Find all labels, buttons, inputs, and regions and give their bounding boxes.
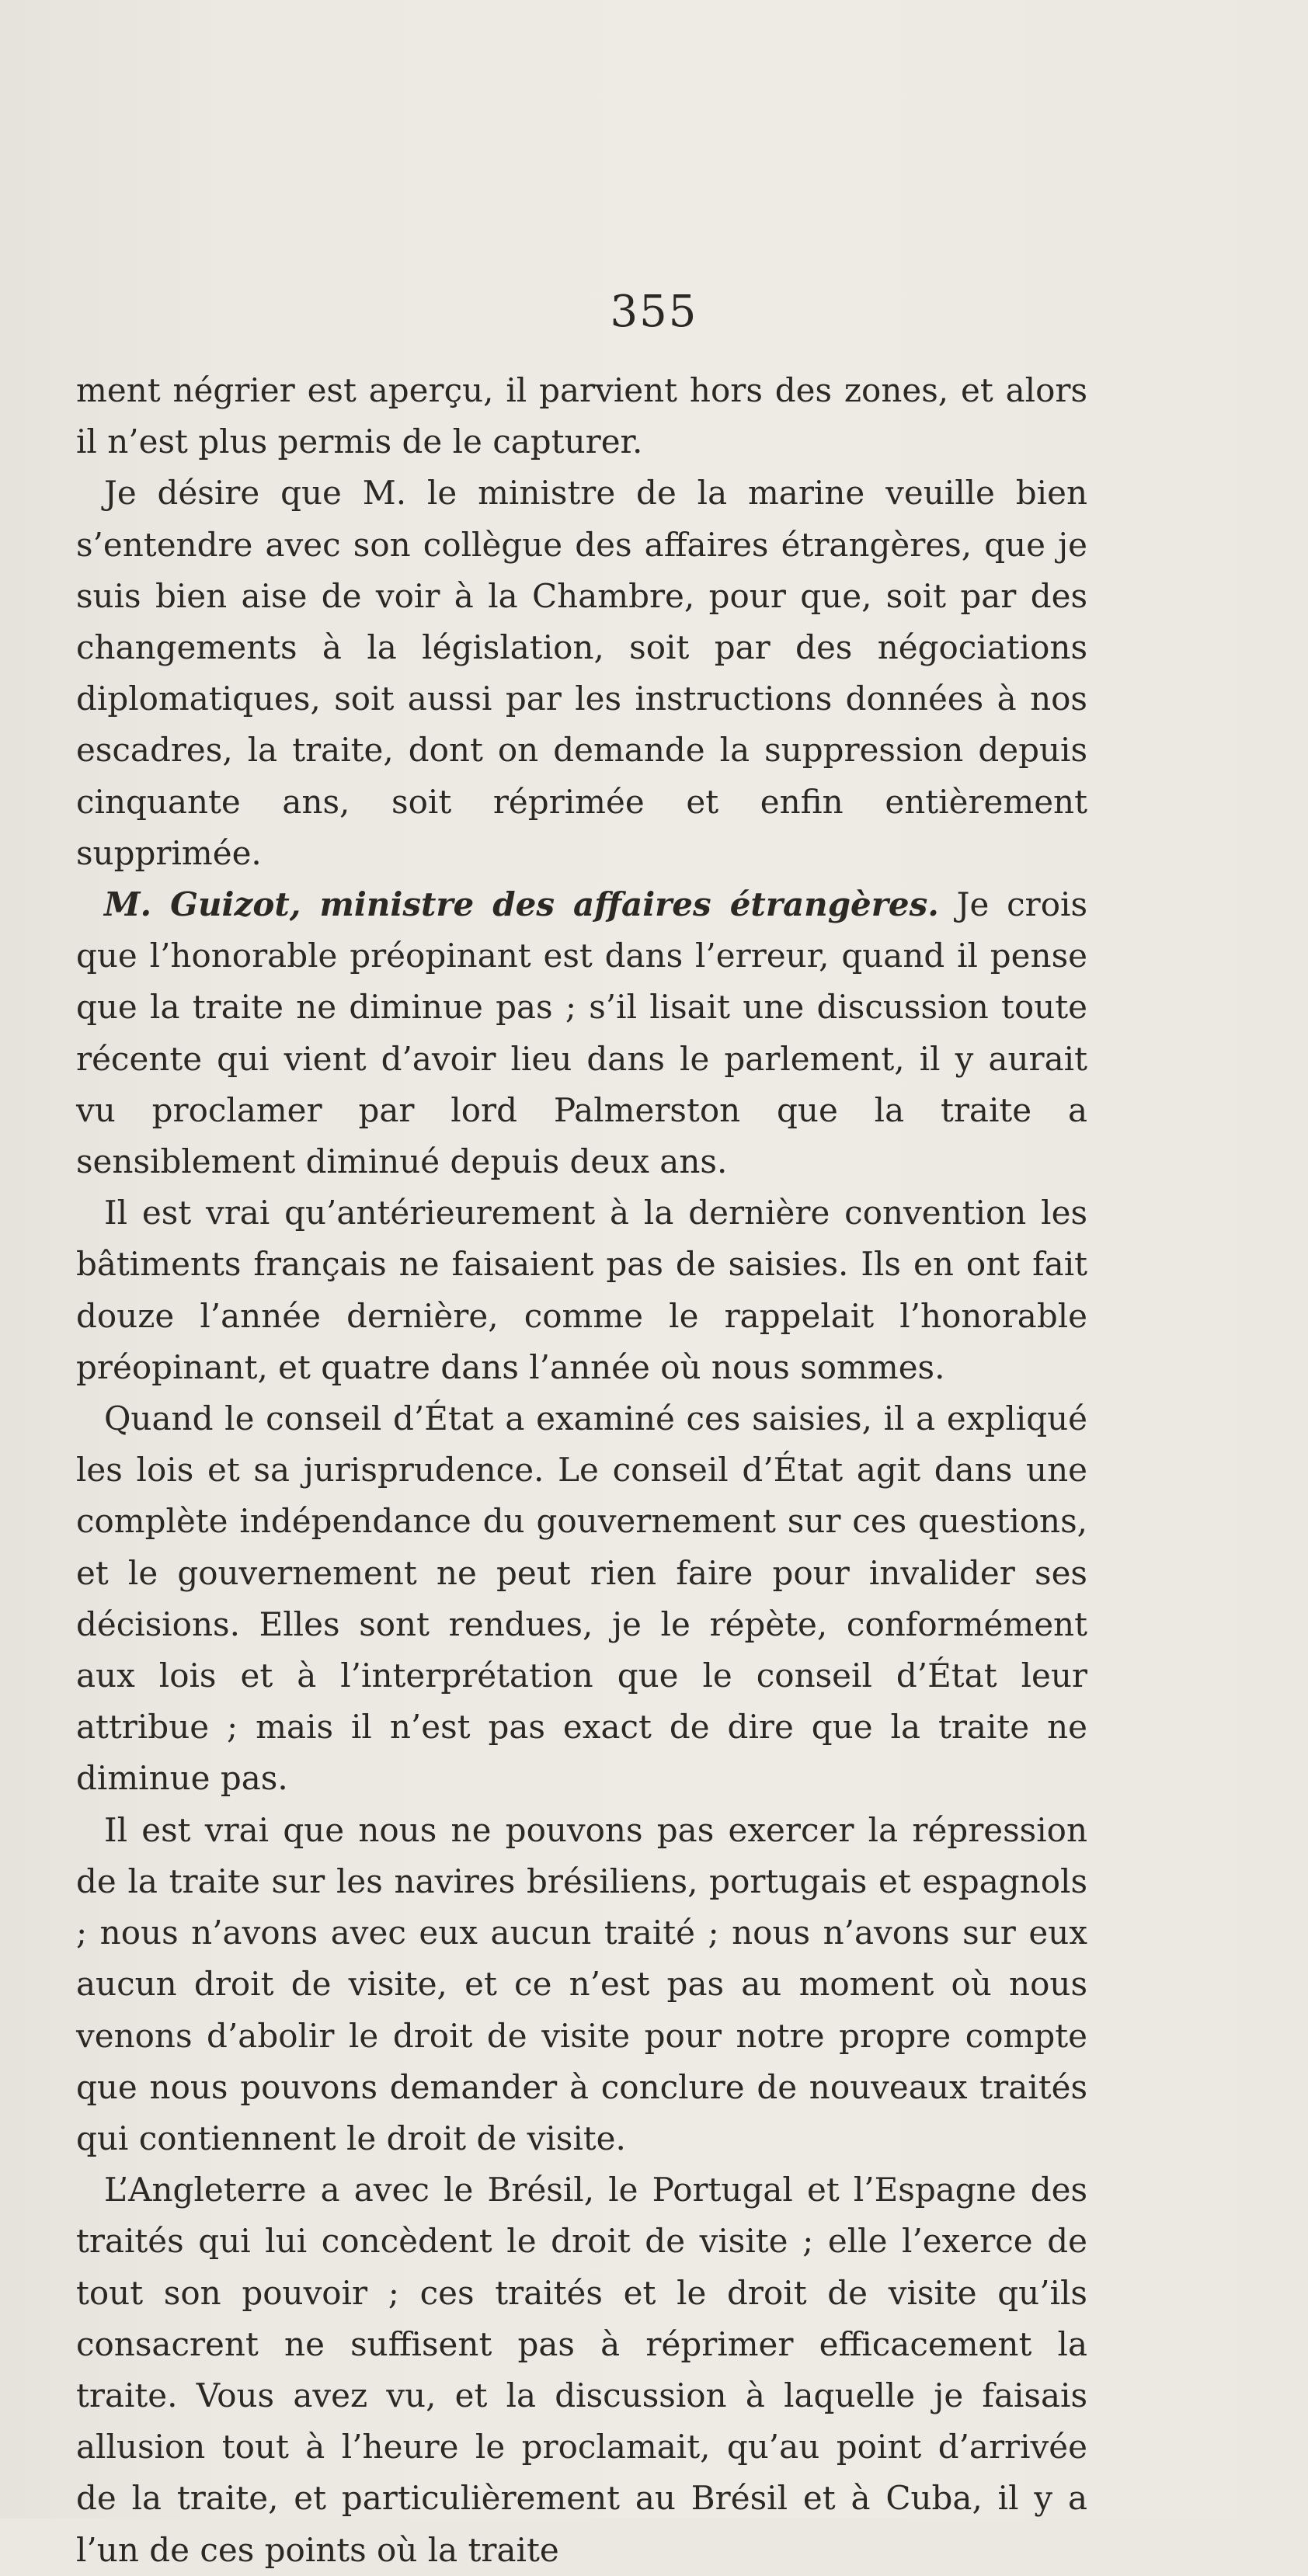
page-number: 355 [610,287,698,337]
paragraph: L’Angleterre a avec le Brésil, le Portugal et l’Espagne des traités qui lui concèdent le droit de visite ; elle l’exerce de tout son pouvoir ; ces traités et le droit de visite qu’ils consacrent ne suffisent pas à réprimer efficacement la traite. Vous avez vu, et la discussion à laquelle je faisais allusion tout à l’heure le proclamait, qu’au point d’arrivée de la traite, et particulièrement au Brésil et à Cuba, il y a l’un de ces points où la traite [76,2171,1087,2569]
paragraph: Quand le conseil d’État a examiné ces saisies, il a expliqué les lois et sa jurisprudence. Le conseil d’État agit dans une complète indépendance du gouvernement sur ces questions, et le gouvernement ne peut rien faire pour invalider ses décisions. Elles sont rendues, je le répète, conformément aux lois et à l’interprétation que le conseil d’État leur attribue ; mais il n’est pas exact de dire que la traite ne diminue pas. [76,1399,1087,1798]
paragraph: Je désire que M. le ministre de la marine veuille bien s’entendre avec son collègue des affaires étrangères, que je suis bien aise de voir à la Chambre, pour que, soit par des changements à la législation, soit par des négociations diplomatiques, soit aussi par les instructions données à nos escadres, la traite, dont on demande la suppression depuis cinquante ans, soit réprimée et enfin entièrement supprimée. [76,474,1087,872]
body-text [76,365,1087,2576]
paragraph: Il est vrai que nous ne pouvons pas exercer la répression de la traite sur les navires brésiliens, portugais et espagnols ; nous n’avons avec eux aucun traité ; nous n’avons sur eux aucun droit de visite, et ce n’est pas au moment où nous venons d’abolir le droit de visite pour notre propre compte que nous pouvons demander à conclure de nouveaux traités qui contiennent le droit de visite. [76,1810,1087,2157]
paragraph-continuation: ment négrier est aperçu, il parvient hors des zones, et alors il n’est plus permis de le capturer. [76,371,1087,461]
paragraph: Il est vrai qu’antérieurement à la dernière convention les bâtiments français ne faisaient pas de saisies. Ils en ont fait douze l’année dernière, comme le rappelait l’honorable préopinant, et quatre dans l’année où nous sommes. [76,1194,1087,1386]
paragraph-speech [76,879,1087,1187]
speech-text: Je crois que l’honorable préopinant est dans l’erreur, quand il pense que la traite ne diminue pas ; s’il lisait une discussion toute récente qui vient d’avoir lieu dans le parlement, il y aurait vu proclamer par lord Palmerston que la traite a sensiblement diminué depuis deux ans. [76,885,1088,1181]
speaker-name: M. Guizot, ministre des affaires étrangères. [104,885,939,924]
